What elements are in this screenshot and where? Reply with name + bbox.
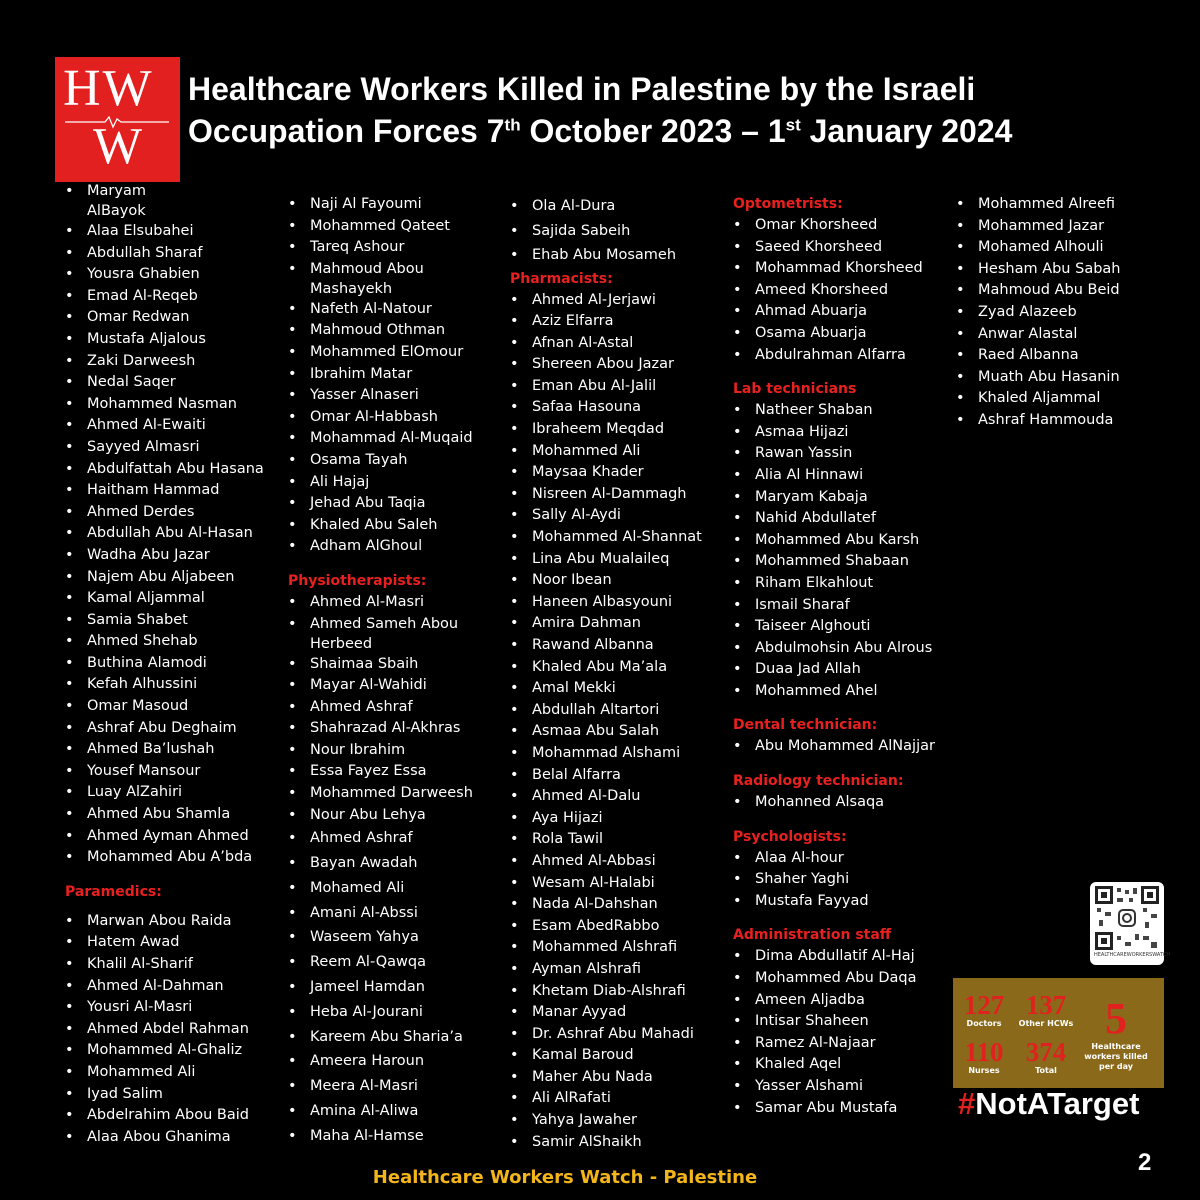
list-item: • Mohammed Alshrafi <box>510 937 720 959</box>
list-item: • Mohammed Al-Shannat <box>510 527 720 549</box>
list-item: • Amani Al-Abssi <box>288 901 488 926</box>
list-item: • Ameen Aljadba <box>733 990 948 1012</box>
list-item: • Yasser Alshami <box>733 1076 948 1098</box>
list-item: • Mohammad Khorsheed <box>733 258 948 280</box>
list-item: • Ayman Alshrafi <box>510 959 720 981</box>
list-item: • Heba Al-Jourani <box>288 1000 488 1025</box>
qr-code[interactable] <box>1090 882 1170 965</box>
optometrists-heading: Optometrists: <box>733 196 843 212</box>
list-item: • Ashraf Abu Deghaim <box>65 718 275 740</box>
stat-per-day-label: Healthcare workers killed per day <box>1084 1042 1148 1071</box>
list-item: • Mohammed Shabaan <box>733 551 948 573</box>
list-item: • Raed Albanna <box>956 345 1176 367</box>
stat-total-label: Total <box>1035 1066 1057 1075</box>
list-item: • Samir AlShaikh <box>510 1132 720 1154</box>
list-item: • Ahmed Ashraf <box>288 826 488 851</box>
list-item: • Emad Al-Reqeb <box>65 286 275 308</box>
stat-doctors <box>955 991 1013 1029</box>
list-item: • Ismail Sharaf <box>733 595 948 617</box>
stat-total-value: 374 <box>1025 1037 1067 1067</box>
paramedics-heading: Paramedics: <box>65 883 162 900</box>
list-item: • Shereen Abou Jazar <box>510 354 720 376</box>
list-item: • Maryam Kabaja <box>733 487 948 509</box>
list-item: • Ramez Al-Najaar <box>733 1033 948 1055</box>
list-item: • Ahmed Shehab <box>65 631 275 653</box>
list-item: • Kefah Alhussini <box>65 674 275 696</box>
list-item: • Afnan Al-Astal <box>510 333 720 355</box>
list-item: • Mohammed Abu A’bda <box>65 847 275 869</box>
list-item: • Essa Fayez Essa <box>288 761 488 783</box>
list-item: • Amal Mekki <box>510 678 720 700</box>
list-item: • Mahmoud Abu Beid <box>956 280 1176 302</box>
qr-code-icon <box>1095 886 1159 950</box>
psychologists-heading: Psychologists: <box>733 828 847 845</box>
list-item: • Abu Mohammed AlNajjar <box>733 736 948 758</box>
list-item: • Iyad Salim <box>65 1084 275 1106</box>
list-item: • Alaa Abou Ghanima <box>65 1127 275 1149</box>
list-item: • Meera Al-Masri <box>288 1074 488 1099</box>
list-item: • Asmaa Abu Salah <box>510 721 720 743</box>
list-item: • Sayyed Almasri <box>65 437 275 459</box>
list-item: • Zyad Alazeeb <box>956 302 1176 324</box>
list-item: • Ahmed Al-Dalu <box>510 786 720 808</box>
title-line2: Occupation Forces 7th October 2023 – 1st January 2024 <box>188 113 1013 149</box>
list-item: • Shahrazad Al-Akhras <box>288 718 488 740</box>
list-item: • Lina Abu Mualaileq <box>510 549 720 571</box>
list-item: • Mohammed Alreefi <box>956 194 1176 216</box>
list-item: • Alaa Al-hour <box>733 848 948 870</box>
column-4 <box>733 193 948 1119</box>
list-item: • Nour Ibrahim <box>288 740 488 762</box>
logo-line2: W <box>93 118 143 175</box>
list-item: • Duaa Jad Allah <box>733 659 948 681</box>
list-item: • Waseem Yahya <box>288 925 488 950</box>
list-item: • Omar Redwan <box>65 307 275 329</box>
list-item: • Omar Al-Habbash <box>288 407 488 429</box>
list-item: • Mahmoud Othman <box>288 320 488 342</box>
list-item: • Muath Abu Hasanin <box>956 367 1176 389</box>
list-item: • Mohammed Ali <box>510 441 720 463</box>
list-item: • Manar Ayyad <box>510 1002 720 1024</box>
list-item: • Buthina Alamodi <box>65 653 275 675</box>
list-item: • Kamal Aljammal <box>65 588 275 610</box>
list-item: • Mohammed Jazar <box>956 216 1176 238</box>
pharmacists-heading: Pharmacists: <box>510 270 613 287</box>
list-item: • Mohammed Ali <box>65 1062 275 1084</box>
list-item: • Shaher Yaghi <box>733 869 948 891</box>
hashtag <box>958 1086 1139 1122</box>
list-item: • Mohammed ElOmour <box>288 342 488 364</box>
column-5 <box>956 194 1176 432</box>
list-item: • Reem Al-Qawqa <box>288 950 488 975</box>
list-item: • Amira Dahman <box>510 613 720 635</box>
hash-symbol: # <box>958 1086 976 1121</box>
list-item: • Mohammed Qateet <box>288 216 488 238</box>
list-item: • Abdullah Sharaf <box>65 243 275 265</box>
list-item: • Mohanned Alsaqa <box>733 792 948 814</box>
list-item: • Samia Shabet <box>65 610 275 632</box>
list-item: • Maha Al-Hamse <box>288 1124 488 1149</box>
list-item: • Nisreen Al-Dammagh <box>510 484 720 506</box>
list-item: • Dima Abdullatif Al-Haj <box>733 946 948 968</box>
list-item: • Abdulfattah Abu Hasana <box>65 459 275 481</box>
list-item: • Mohammed Ahel <box>733 681 948 703</box>
dental-technician-list <box>733 736 948 758</box>
list-item: • Mohammed Al-Ghaliz <box>65 1040 275 1062</box>
list-item: • Mahmoud Abou Mashayekh <box>288 259 460 299</box>
list-item: • Taiseer Alghouti <box>733 616 948 638</box>
list-item: • Eman Abu Al-Jalil <box>510 376 720 398</box>
list-item: • Abdulmohsin Abu Alrous <box>733 638 948 660</box>
list-item: • Asmaa Hijazi <box>733 422 948 444</box>
list-item: • Ahmed Sameh Abou Herbeed <box>288 614 460 654</box>
list-item: • Yousra Ghabien <box>65 264 275 286</box>
list-item: • Mayar Al-Wahidi <box>288 675 488 697</box>
list-item: • Ashraf Hammouda <box>956 410 1176 432</box>
list-item: • Khaled Aqel <box>733 1054 948 1076</box>
administration-staff-heading: Administration staff <box>733 927 892 944</box>
physiotherapists-heading: Physiotherapists: <box>288 572 427 589</box>
pharmacists-list <box>510 290 720 1154</box>
names-list-3 <box>510 194 720 268</box>
list-item: • Mohammad Alshami <box>510 743 720 765</box>
stat-nurses <box>955 1038 1013 1076</box>
list-item: • Omar Masoud <box>65 696 275 718</box>
list-item: • Ali AlRafati <box>510 1088 720 1110</box>
list-item: • Adham AlGhoul <box>288 536 488 558</box>
list-item: • Mohamed Ali <box>288 876 488 901</box>
list-item: • Safaa Hasouna <box>510 397 720 419</box>
list-item: • Ahmed Abdel Rahman <box>65 1019 275 1041</box>
list-item: • Abdulrahman Alfarra <box>733 345 948 367</box>
list-item: • Ali Hajaj <box>288 472 488 494</box>
list-item: • Wadha Abu Jazar <box>65 545 275 567</box>
column-2 <box>288 194 488 1149</box>
list-item: • Mohammed Nasman <box>65 394 275 416</box>
psychologists-list <box>733 848 948 913</box>
list-item: • Khaled Aljammal <box>956 388 1176 410</box>
qr-caption: HEALTHCAREWORKERSWATCH <box>1094 952 1170 958</box>
lab-technicians-heading: Lab technicians <box>733 381 857 398</box>
list-item: • Ibrahim Matar <box>288 364 488 386</box>
list-item: • Khetam Diab-Alshrafi <box>510 981 720 1003</box>
list-item: • Ibraheem Meqdad <box>510 419 720 441</box>
list-item: • Ahmed Ayman Ahmed <box>65 826 275 848</box>
list-item: • Hatem Awad <box>65 932 275 954</box>
list-item: • Ameed Khorsheed <box>733 280 948 302</box>
list-item: • Nada Al-Dahshan <box>510 894 720 916</box>
list-item: • Belal Alfarra <box>510 765 720 787</box>
list-item: • Bayan Awadah <box>288 851 488 876</box>
page-title <box>188 68 1188 152</box>
list-item: • Mohammad Al-Muqaid <box>288 428 488 450</box>
list-item: • Maher Abu Nada <box>510 1067 720 1089</box>
list-item: • Kamal Baroud <box>510 1045 720 1067</box>
list-item: • Haneen Albasyouni <box>510 592 720 614</box>
list-item: • Mohammed Abu Karsh <box>733 530 948 552</box>
list-item: • Aya Hijazi <box>510 808 720 830</box>
list-item: • Wesam Al-Halabi <box>510 873 720 895</box>
title-line1: Healthcare Workers Killed in Palestine by the Israeli <box>188 71 976 107</box>
list-item: • Alia Al Hinnawi <box>733 465 948 487</box>
list-item: • Mustafa Fayyad <box>733 891 948 913</box>
list-item: • Intisar Shaheen <box>733 1011 948 1033</box>
list-item: • Jameel Hamdan <box>288 975 488 1000</box>
names-list-5 <box>956 194 1176 432</box>
list-item: • Ahmed Al-Jerjawi <box>510 290 720 312</box>
paramedics-list <box>65 911 275 1149</box>
list-item: • Ahmed Abu Shamla <box>65 804 275 826</box>
doctors-list <box>65 181 275 869</box>
list-item: • Osama Abuarja <box>733 323 948 345</box>
list-item: • Omar Khorsheed <box>733 215 948 237</box>
list-item: • Mohammed Darweesh <box>288 783 488 805</box>
lab-technicians-list <box>733 400 948 702</box>
list-item: • Khalil Al-Sharif <box>65 954 275 976</box>
list-item: • Ahmed Ashraf <box>288 697 488 719</box>
stat-other-hcws <box>1017 991 1075 1029</box>
list-item: • Ola Al-Dura <box>510 194 720 219</box>
list-item: • Anwar Alastal <box>956 324 1176 346</box>
list-item: • Aziz Elfarra <box>510 311 720 333</box>
stats-panel <box>953 978 1164 1088</box>
stat-other-label: Other HCWs <box>1018 1019 1074 1028</box>
list-item: • Esam AbedRabbo <box>510 916 720 938</box>
list-item: • Ameera Haroun <box>288 1049 488 1074</box>
list-item: • Riham Elkahlout <box>733 573 948 595</box>
list-item: • Nour Abu Lehya <box>288 805 488 827</box>
list-item: • Kareem Abu Sharia’a <box>288 1025 488 1050</box>
list-item: • Khaled Abu Ma’ala <box>510 657 720 679</box>
list-item: • Luay AlZahiri <box>65 782 275 804</box>
list-item: • Naji Al Fayoumi <box>288 194 488 216</box>
list-item: • Abdullah Altartori <box>510 700 720 722</box>
list-item: • Ehab Abu Mosameh <box>510 243 720 268</box>
hashtag-text: NotATarget <box>975 1086 1140 1121</box>
list-item: • Ahmad Abuarja <box>733 301 948 323</box>
list-item: • Marwan Abou Raida <box>65 911 275 933</box>
physiotherapists-list <box>288 592 488 1149</box>
list-item: • Ahmed Al-Ewaiti <box>65 415 275 437</box>
list-item: • Ahmed Al-Abbasi <box>510 851 720 873</box>
list-item: • Nafeth Al-Natour <box>288 299 488 321</box>
stat-nurses-value: 110 <box>964 1037 1004 1067</box>
list-item: • Mustafa Aljalous <box>65 329 275 351</box>
logo-line1: HW <box>63 60 154 117</box>
list-item: • Yousri Al-Masri <box>65 997 275 1019</box>
list-item: • Yousef Mansour <box>65 761 275 783</box>
list-item: • Natheer Shaban <box>733 400 948 422</box>
list-item: • Noor Ibean <box>510 570 720 592</box>
stat-other-value: 137 <box>1025 990 1067 1020</box>
stat-doctors-value: 127 <box>963 990 1005 1020</box>
optometrists-list <box>733 215 948 366</box>
list-item: • Hesham Abu Sabah <box>956 259 1176 281</box>
administration-staff-list <box>733 946 948 1119</box>
list-item: • Abdelrahim Abou Baid <box>65 1105 275 1127</box>
list-item: • Ahmed Derdes <box>65 502 275 524</box>
hww-logo <box>55 57 180 182</box>
list-item: • Osama Tayah <box>288 450 488 472</box>
list-item: • Samar Abu Mustafa <box>733 1098 948 1120</box>
dental-technician-heading: Dental technician: <box>733 717 878 734</box>
list-item: • Tareq Ashour <box>288 237 488 259</box>
column-1 <box>65 181 275 1148</box>
stat-nurses-label: Nurses <box>968 1066 1000 1075</box>
list-item: • Mohammed Abu Daqa <box>733 968 948 990</box>
list-item: • Mohamed Alhouli <box>956 237 1176 259</box>
stat-doctors-label: Doctors <box>966 1019 1002 1028</box>
stat-total <box>1017 1038 1075 1076</box>
list-item: • Sajida Sabeih <box>510 219 720 244</box>
list-item: • Dr. Ashraf Abu Mahadi <box>510 1024 720 1046</box>
list-item: • Maysaa Khader <box>510 462 720 484</box>
list-item: • Saeed Khorsheed <box>733 237 948 259</box>
list-item: • Rola Tawil <box>510 829 720 851</box>
radiology-technician-heading: Radiology technician: <box>733 773 904 790</box>
list-item: • Rawan Yassin <box>733 443 948 465</box>
list-item: • Ahmed Al-Masri <box>288 592 488 614</box>
footer-source: Healthcare Workers Watch - Palestine <box>372 1167 758 1188</box>
list-item: • Sally Al-Aydi <box>510 505 720 527</box>
list-item: • Maryam AlBayok <box>65 181 157 221</box>
list-item: • Haitham Hammad <box>65 480 275 502</box>
list-item: • Rawand Albanna <box>510 635 720 657</box>
list-item: • Shaimaa Sbaih <box>288 654 488 676</box>
page-number: 2 <box>1138 1149 1152 1176</box>
list-item: • Amina Al-Aliwa <box>288 1099 488 1124</box>
stat-per-day <box>1083 996 1149 1072</box>
stat-per-day-value: 5 <box>1105 994 1127 1043</box>
list-item: • Nahid Abdullatef <box>733 508 948 530</box>
list-item: • Khaled Abu Saleh <box>288 515 488 537</box>
list-item: • Ahmed Ba’lushah <box>65 739 275 761</box>
list-item: • Jehad Abu Taqia <box>288 493 488 515</box>
list-item: • Yasser Alnaseri <box>288 385 488 407</box>
list-item: • Najem Abu Aljabeen <box>65 567 275 589</box>
list-item: • Yahya Jawaher <box>510 1110 720 1132</box>
radiology-technician-list <box>733 792 948 814</box>
list-item: • Zaki Darweesh <box>65 351 275 373</box>
list-item: • Ahmed Al-Dahman <box>65 976 275 998</box>
list-item: • Alaa Elsubahei <box>65 221 275 243</box>
list-item: • Abdullah Abu Al-Hasan <box>65 523 275 545</box>
list-item: • Nedal Saqer <box>65 372 275 394</box>
column-3 <box>510 194 720 1153</box>
names-list-2 <box>288 194 488 558</box>
